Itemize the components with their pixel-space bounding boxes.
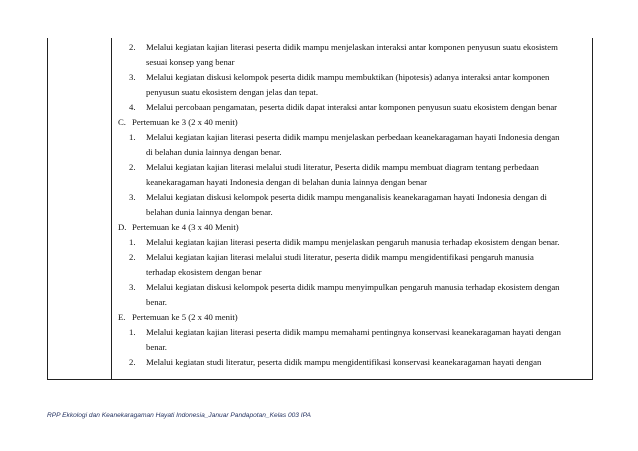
list-item [118,250,588,280]
item-number: 4. [129,102,136,112]
item-text-line: Melalui kegiatan kajian literasi peserta didik mampu menjelaskan pengaruh manusia terhadap ekosistem dengan benar. [146,237,560,247]
item-text-line: terhadap ekosistem dengan benar [146,267,262,277]
item-text-line: Melalui kegiatan diskusi kelompok peserta didik mampu menganalisis keanekaragaman hayati Indonesia dengan di [146,192,547,202]
item-text-line: di belahan dunia lainnya dengan benar. [146,147,282,157]
section-heading [118,220,588,235]
list-item [118,100,588,115]
item-number: 2. [129,357,136,367]
list-item [118,190,588,220]
item-number: 3. [129,192,136,202]
item-text-line: Melalui kegiatan studi literatur, peserta didik mampu mengidentifikasi konservasi keanekaragaman hayati dengan [146,357,542,367]
item-text-line: Melalui kegiatan kajian literasi peserta didik mampu menjelaskan perbedaan keanekaragaman hayati Indonesia dengan [146,132,560,142]
item-number: 2. [129,42,136,52]
section-letter: E. [118,312,126,322]
list-item [118,280,588,310]
item-text-line: Melalui kegiatan kajian literasi melalui studi literatur, Peserta didik mampu membuat diagram tentang perbedaan [146,162,539,172]
item-text-line: benar. [146,297,167,307]
item-number: 3. [129,72,136,82]
item-text-line: Melalui kegiatan diskusi kelompok peserta didik mampu membuktikan (hipotesis) adanya interaksi antar komponen [146,72,550,82]
list-item [118,160,588,190]
page-footer: RPP Ekkologi dan Keanekaragaman Hayati Indonesia_Januar Pandapotan_Kelas 003 IPA [47,412,311,419]
column-divider [111,38,112,380]
section-label: Pertemuan ke 3 (2 x 40 menit) [132,117,238,127]
item-text-line: belahan dunia lainnya dengan benar. [146,207,273,217]
item-number: 3. [129,282,136,292]
item-text-line: Melalui kegiatan kajian literasi peserta didik mampu menjelaskan interaksi antar komponen penyusun suatu ekosistem [146,42,558,52]
list-item [118,235,588,250]
item-text-line: sesuai konsep yang benar [146,57,235,67]
list-item [118,325,588,355]
item-text-line: Melalui kegiatan kajian literasi peserta didik mampu memahami pentingnya konservasi keanekaragaman hayati dengan [146,327,561,337]
item-number: 2. [129,162,136,172]
item-text-line: benar. [146,342,167,352]
objectives-content [118,40,588,370]
item-number: 1. [129,132,136,142]
section-letter: C. [118,117,126,127]
item-number: 1. [129,327,136,337]
list-item [118,40,588,70]
item-text-line: Melalui kegiatan kajian literasi melalui studi literatur, peserta didik mampu mengidentifikasi pengaruh manusia [146,252,534,262]
section-heading [118,115,588,130]
list-item [118,70,588,100]
item-number: 1. [129,237,136,247]
section-label: Pertemuan ke 5 (2 x 40 menit) [132,312,238,322]
list-item [118,130,588,160]
item-text-line: keanekaragaman hayati Indonesia dengan di belahan dunia lainnya dengan benar [146,177,428,187]
item-text-line: Melalui percobaan pengamatan, peserta didik dapat interaksi antar komponen penyusun suatu ekosistem dengan benar [146,102,558,112]
section-label: Pertemuan ke 4 (3 x 40 Menit) [132,222,239,232]
section-letter: D. [118,222,127,232]
section-heading [118,310,588,325]
item-number: 2. [129,252,136,262]
item-text-line: penyusun suatu ekosistem dengan jelas dan tepat. [146,87,319,97]
item-text-line: Melalui kegiatan diskusi kelompok peserta didik mampu menyimpulkan pengaruh manusia terhadap ekosistem dengan [146,282,560,292]
list-item [118,355,588,370]
